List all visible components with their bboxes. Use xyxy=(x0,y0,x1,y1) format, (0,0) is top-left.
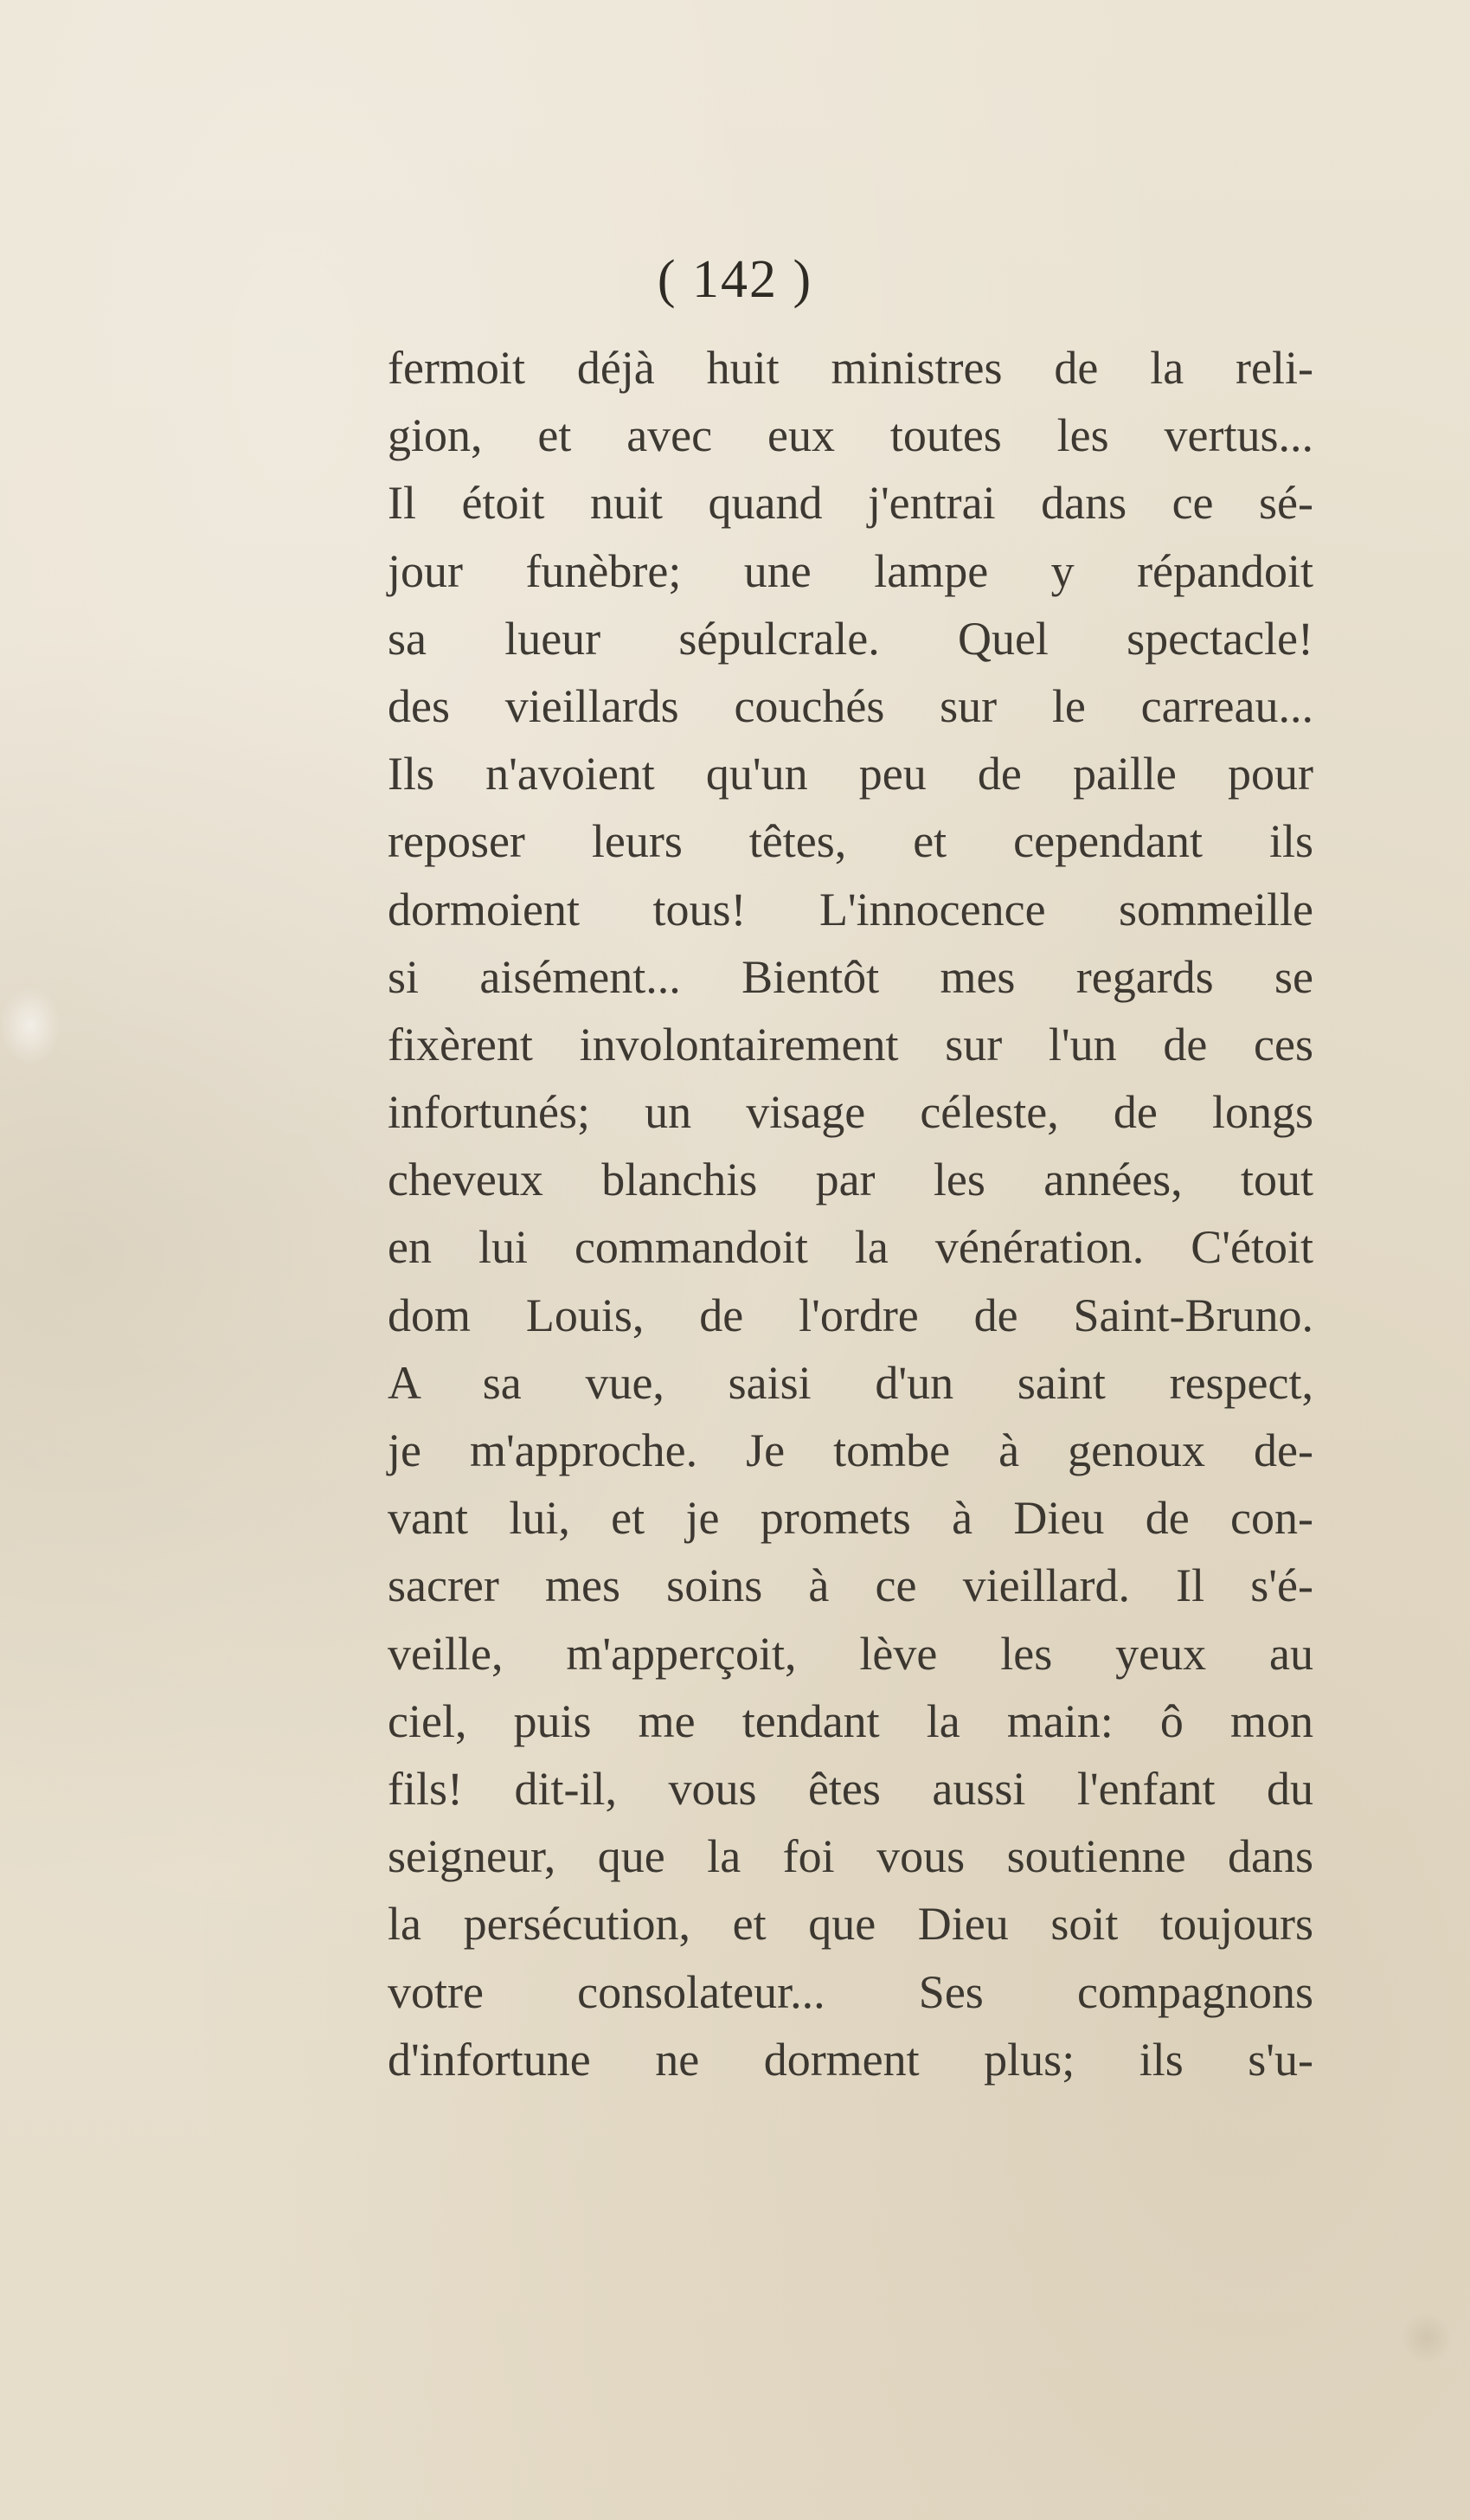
text-line: jour funèbre; une lampe y répandoit xyxy=(388,544,1313,597)
text-line: sacrer mes soins à ce vieillard. Il s'é- xyxy=(388,1559,1313,1612)
text-line: si aisément... Bientôt mes regards se xyxy=(388,950,1313,1003)
text-line: fermoit déjà huit ministres de la reli- xyxy=(388,342,1313,394)
text-line: la persécution, et que Dieu soit toujours xyxy=(388,1898,1313,1951)
text-line: gion, et avec eux toutes les vertus... xyxy=(388,409,1313,462)
text-line: des vieillards couchés sur le carreau... xyxy=(388,679,1313,732)
text-line: ciel, puis me tendant la main: ô mon xyxy=(388,1694,1313,1747)
text-line: A sa vue, saisi d'un saint respect, xyxy=(388,1356,1313,1409)
text-line: je m'approche. Je tombe à genoux de- xyxy=(388,1424,1313,1476)
text-line: dom Louis, de l'ordre de Saint-Bruno. xyxy=(388,1289,1313,1341)
text-line: fils! dit-il, vous êtes aussi l'enfant du xyxy=(388,1762,1313,1815)
paper-stain xyxy=(0,987,61,1064)
text-line: sa lueur sépulcrale. Quel spectacle! xyxy=(388,612,1313,665)
paper-stain xyxy=(1401,2312,1453,2364)
text-line: vant lui, et je promets à Dieu de con- xyxy=(388,1492,1313,1545)
text-line: en lui commandoit la vénération. C'étoit xyxy=(388,1221,1313,1274)
text-line: cheveux blanchis par les années, tout xyxy=(388,1154,1313,1206)
text-line: dormoient tous! L'innocence sommeille xyxy=(388,883,1313,935)
body-text xyxy=(388,334,1313,2093)
text-line: fixèrent involontairement sur l'un de ces xyxy=(388,1018,1313,1070)
text-line: reposer leurs têtes, et cependant ils xyxy=(388,815,1313,868)
text-line: seigneur, que la foi vous soutienne dans xyxy=(388,1830,1313,1883)
text-line: votre consolateur... Ses compagnons xyxy=(388,1965,1313,2018)
text-line: Il étoit nuit quand j'entrai dans ce sé- xyxy=(388,477,1313,530)
text-line: infortunés; un visage céleste, de longs xyxy=(388,1086,1313,1139)
text-line: Ils n'avoient qu'un peu de paille pour xyxy=(388,748,1313,800)
text-line: d'infortune ne dorment plus; ils s'u- xyxy=(388,2033,1313,2086)
text-line: veille, m'apperçoit, lève les yeux au xyxy=(388,1627,1313,1680)
page-number: ( 142 ) xyxy=(657,250,813,309)
